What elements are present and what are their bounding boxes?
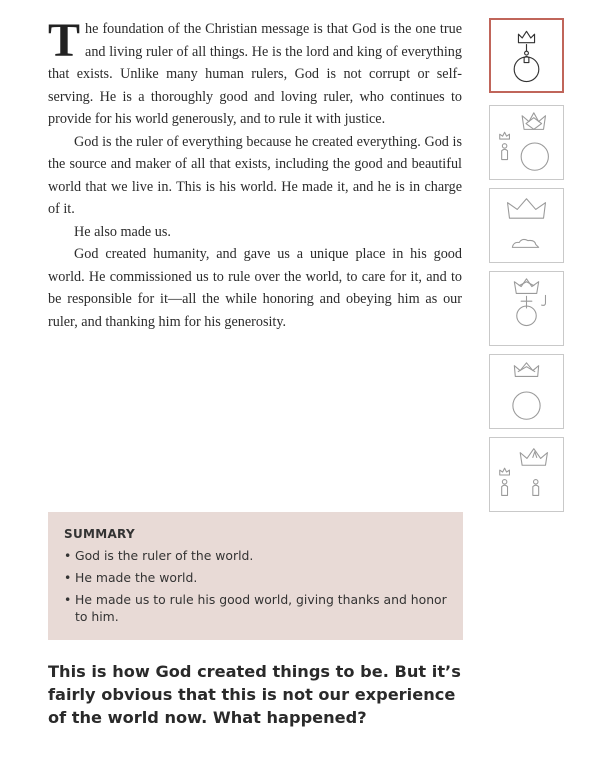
summary-list [64,547,447,625]
bullet-icon: • [64,548,72,563]
sidebar-panel-4[interactable] [489,271,564,346]
sidebar-panel-5[interactable] [489,354,564,429]
drop-cap: T [48,14,81,67]
sidebar-panel-6[interactable] [489,437,564,512]
bullet-icon: • [64,592,72,607]
summary-item [64,591,447,625]
crown-two-people-icon [490,438,563,511]
summary-title: SUMMARY [64,527,135,541]
crown-person-globe-icon [490,106,563,179]
article-body [48,14,462,333]
crown-over-globe-person-icon [491,20,562,91]
sidebar-panel-3[interactable] [489,188,564,263]
closing-question: This is how God created things to be. But it’s fairly obvious that this is not our experience of the world now. What happened? [48,662,461,727]
crown-cross-globe-icon [490,272,563,345]
paragraph-4: God created humanity, and gave us a unique place in his good world. He commissioned us to rule over the world, to care for it, and to be responsible for it—all the while honoring and obeying him as our ruler, and thanking him for his generosity. [48,246,462,330]
summary-item-text: He made the world. [75,570,198,585]
bullet-icon: • [64,570,72,585]
summary-item [64,569,447,586]
summary-item-text: He made us to rule his good world, giving thanks and honor to him. [75,592,447,624]
paragraph-1-text: he foundation of the Christian message is that God is the one true and living ruler of all things. He is the lord and king of everything that exists. Unlike many human rulers, God is not corrupt or self-serving. He is a thoroughly good and loving ruler, who continues to provide for his world generously, and to rule it with justice. [48,21,462,127]
paragraph-2: God is the ruler of everything because he created everything. God is the source and maker of all that exists, including the good and beautiful world that we live in. This is his world. He made it, and he is in charge of it. [48,133,462,217]
paragraph-3: He also made us. [74,223,171,240]
paragraph-1 [48,14,462,131]
sidebar-panel-2[interactable] [489,105,564,180]
summary-item [64,547,447,564]
crown-over-ground-icon [490,189,563,262]
sidebar-panel-1[interactable] [489,18,564,93]
summary-box [48,512,463,640]
crown-over-circle-icon [490,355,563,428]
summary-item-text: God is the ruler of the world. [75,548,254,563]
